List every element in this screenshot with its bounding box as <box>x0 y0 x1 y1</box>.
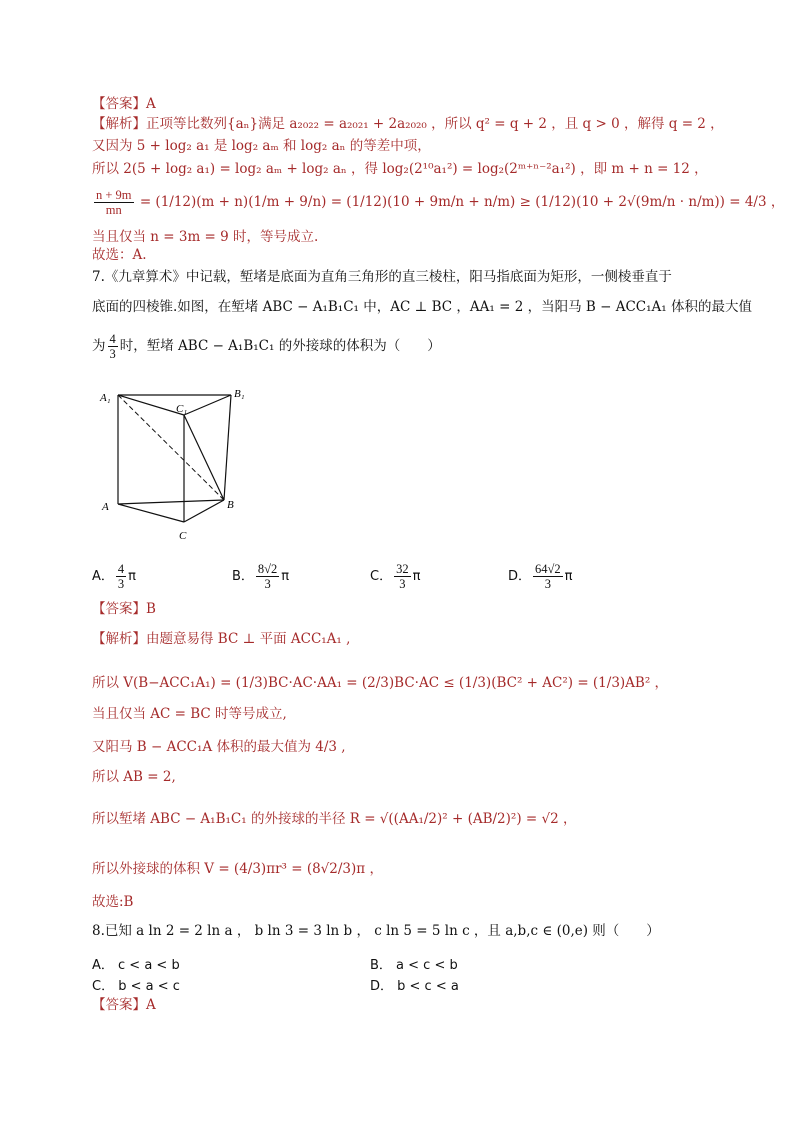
q6-analysis-line4 <box>92 188 784 217</box>
q8-answer-label: 【答案】 <box>92 997 146 1013</box>
q6-analysis-line1 <box>92 115 724 133</box>
q7-option-a-letter: A． <box>92 569 114 584</box>
q7-option-b[interactable] <box>232 562 289 591</box>
q7-stem3-num: 4 <box>109 332 116 346</box>
q7-option-b-pi: π <box>281 569 290 584</box>
q6-answer-label: 【答案】 <box>92 96 146 112</box>
q7-option-d[interactable] <box>508 562 572 591</box>
q7-option-c-den: 3 <box>399 577 406 591</box>
q7-option-a-fraction <box>116 562 126 591</box>
q7-option-b-fraction <box>256 562 279 591</box>
q7-option-c-fraction <box>394 562 411 591</box>
label-C1: C₁ <box>176 403 188 415</box>
q6-answer-value: A <box>146 96 156 112</box>
q7-analysis-text1: 由题意易得 BC ⊥ 平面 ACC₁A₁ , <box>146 631 351 647</box>
q6-equality-condition: 当且仅当 n = 3m = 9 时，等号成立. <box>92 229 319 245</box>
q7-option-b-num: 8√2 <box>257 562 278 576</box>
q7-analysis-line5: 所以 AB = 2, <box>92 769 176 785</box>
q8-option-b[interactable]: B． a < c < b <box>370 958 458 973</box>
q7-option-c-pi: π <box>412 569 421 584</box>
label-A: A <box>102 501 109 513</box>
q7-analysis-line1 <box>92 630 350 648</box>
q6-analysis-line3: 所以 2(5 + log₂ a₁) = log₂ aₘ + log₂ aₙ ，得 log₂(2¹⁰a₁²) = log₂(2ᵐ⁺ⁿ⁻²a₁²) ，即 m + n = 12 ， <box>92 161 708 177</box>
q8-stem: 8.已知 a ln 2 = 2 ln a ， b ln 3 = 3 ln b ， c ln 5 = 5 ln c ，且 a,b,c ∈ (0,e) 则（ ） <box>92 923 660 939</box>
q7-option-a-pi: π <box>128 569 136 584</box>
label-A1: A₁ <box>100 392 111 404</box>
q7-answer-line <box>92 600 156 618</box>
q6-analysis-line2: 又因为 5 + log₂ a₁ 是 log₂ aₘ 和 log₂ aₙ 的等差中项， <box>92 138 431 154</box>
q7-analysis-line6: 所以堑堵 ABC − A₁B₁C₁ 的外接球的半径 R = √((AA₁/2)² + (AB/2)²) = √2 ， <box>92 811 577 827</box>
q6-fraction <box>94 188 134 217</box>
q7-option-c-letter: C． <box>370 569 393 584</box>
q6-fraction-num: n + 9m <box>96 188 132 202</box>
q7-option-c[interactable] <box>370 562 420 591</box>
q6-analysis-text1: 正项等比数列{aₙ}满足 a₂₀₂₂ = a₂₀₂₁ + 2a₂₀₂₀ ，所以 q² = q + 2 ，且 q > 0 ，解得 q = 2 ， <box>146 116 724 132</box>
q7-stem3-post: 时，堑堵 ABC − A₁B₁C₁ 的外接球的体积为（ ） <box>119 338 441 354</box>
q7-option-c-num: 32 <box>396 562 409 576</box>
q7-stem3-fraction <box>108 332 118 361</box>
q7-option-d-letter: D． <box>508 569 532 584</box>
q8-option-a[interactable]: A． c < a < b <box>92 958 180 973</box>
q6-choice: 故选：A. <box>92 247 147 263</box>
q7-answer-label: 【答案】 <box>92 601 146 617</box>
q7-option-d-num: 64√2 <box>535 562 561 576</box>
q7-analysis-line3: 当且仅当 AC = BC 时等号成立, <box>92 706 287 722</box>
q7-option-a-den: 3 <box>117 577 125 591</box>
label-B1: B₁ <box>234 388 245 400</box>
label-B: B <box>227 499 234 511</box>
q6-fraction-den: mn <box>105 203 122 217</box>
prism-figure <box>96 382 256 548</box>
q7-option-d-pi: π <box>564 569 573 584</box>
q7-analysis-line8: 故选:B <box>92 894 134 910</box>
q7-option-d-fraction <box>533 562 563 591</box>
q7-analysis-line4: 又阳马 B − ACC₁A 体积的最大值为 4/3 , <box>92 739 346 755</box>
q7-option-b-letter: B． <box>232 569 254 584</box>
q7-stem3-pre: 为 <box>92 338 106 354</box>
q7-analysis-line7: 所以外接球的体积 V = (4/3)πr³ = (8√2/3)π ， <box>92 861 383 877</box>
q7-analysis-label: 【解析】 <box>92 631 146 647</box>
q7-stem-line3 <box>92 332 441 361</box>
q7-option-b-den: 3 <box>264 577 271 591</box>
q8-answer-line <box>92 996 156 1014</box>
q7-stem-line1: 7.《九章算术》中记载，堑堵是底面为直角三角形的直三棱柱，阳马指底面为矩形，一侧棱垂直于 <box>92 269 672 285</box>
q6-analysis-label: 【解析】 <box>92 116 146 132</box>
q8-option-d[interactable]: D． b < c < a <box>370 979 459 994</box>
q7-stem3-den: 3 <box>109 347 116 361</box>
q7-option-d-den: 3 <box>544 577 551 591</box>
q7-stem-line2: 底面的四棱锥.如图，在堑堵 ABC − A₁B₁C₁ 中，AC ⊥ BC ，AA₁ = 2 ，当阳马 B − ACC₁A₁ 体积的最大值 <box>92 299 752 315</box>
q7-option-a-num: 4 <box>117 562 125 576</box>
q7-analysis-line2: 所以 V(B−ACC₁A₁) = (1/3)BC·AC·AA₁ = (2/3)BC·AC ≤ (1/3)(BC² + AC²) = (1/3)AB² ， <box>92 675 669 691</box>
q7-answer-value: B <box>146 601 156 617</box>
q8-answer-value: A <box>146 997 156 1013</box>
q6-inequality-chain: = (1/12)(m + n)(1/m + 9/n) = (1/12)(10 + 9m/n + n/m) ≥ (1/12)(10 + 2√(9m/n · n/m)) = 4/3 ， <box>139 194 785 210</box>
label-C: C <box>179 530 187 542</box>
q8-option-c[interactable]: C． b < a < c <box>92 979 180 994</box>
q6-answer-line <box>92 95 156 113</box>
q7-option-a[interactable] <box>92 562 136 591</box>
